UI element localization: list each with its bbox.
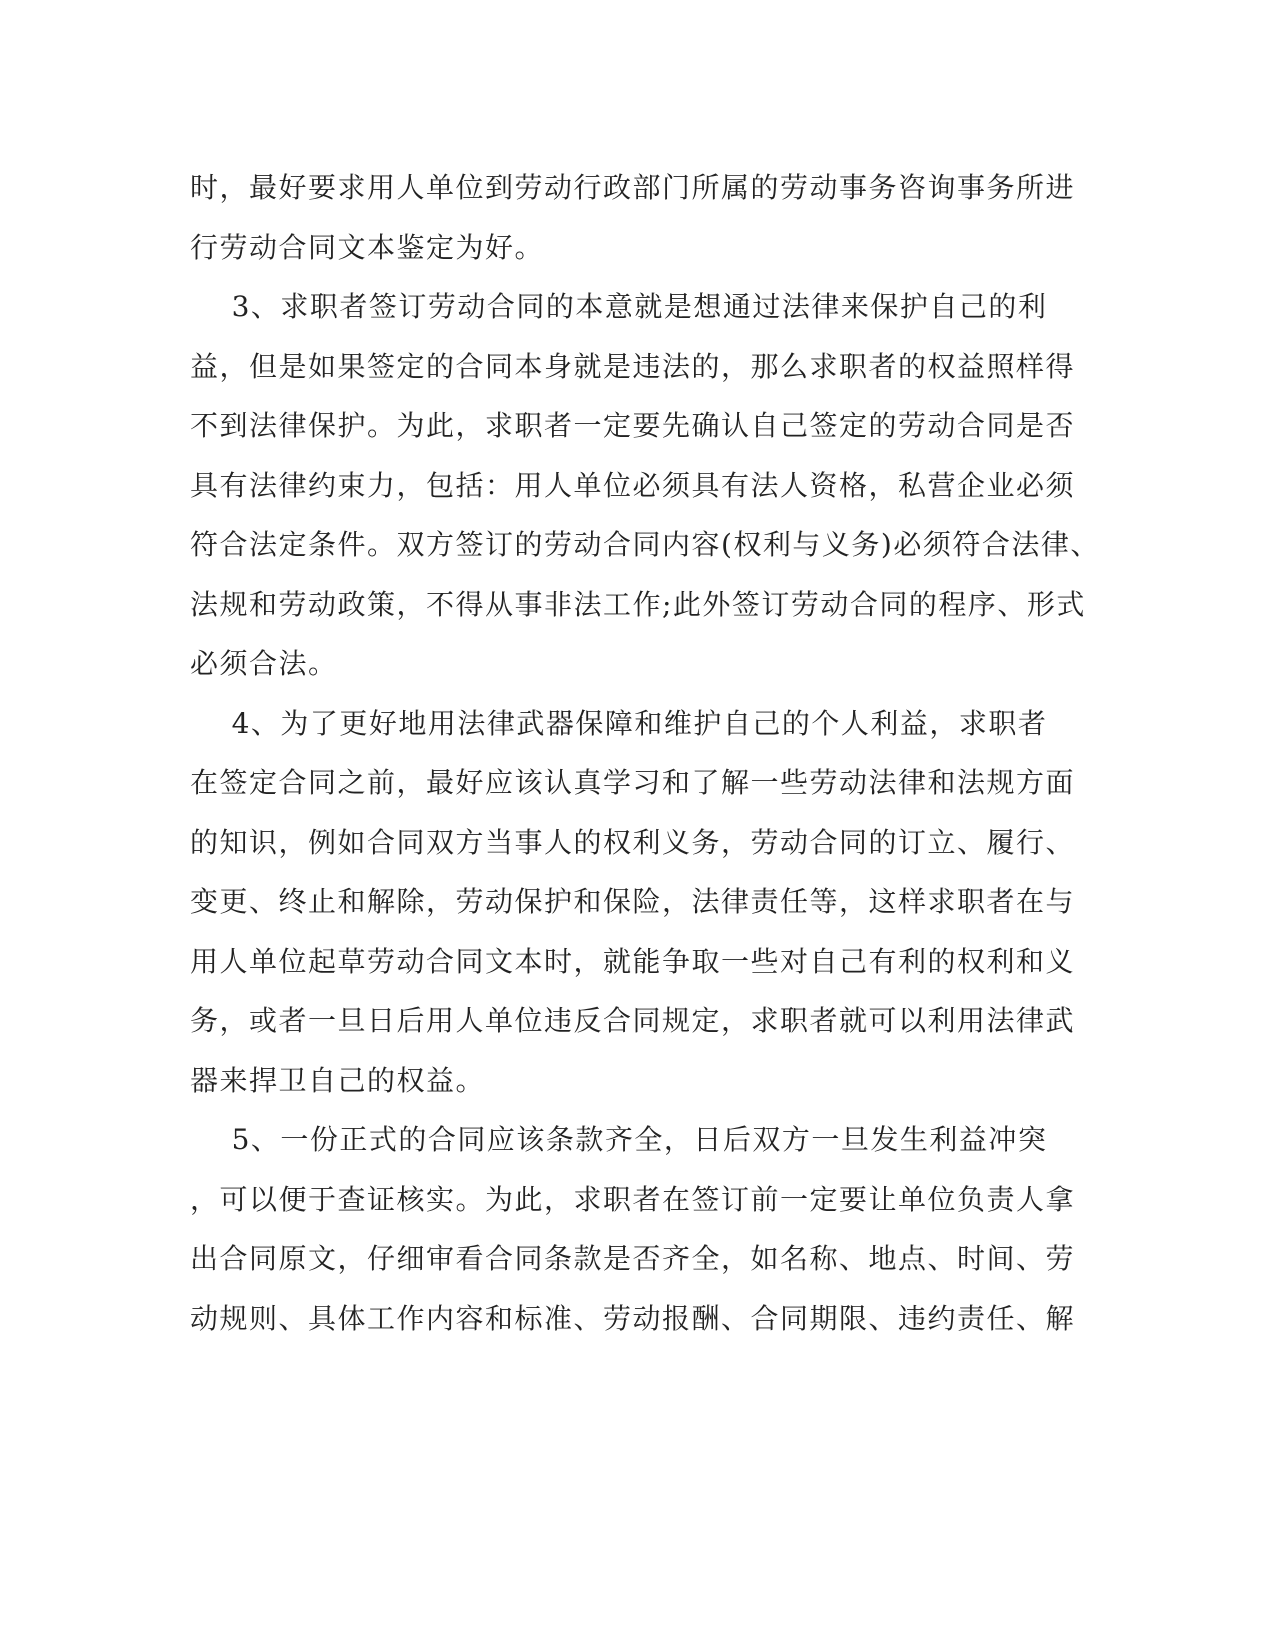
text-line: 3、求职者签订劳动合同的本意就是想通过法律来保护自己的利 <box>190 290 1048 323</box>
paragraph-continuation <box>190 158 1076 277</box>
text-line: 出合同原文，仔细审看合同条款是否齐全，如名称、地点、时间、劳 <box>190 1242 1076 1275</box>
text-line: 不到法律保护。为此，求职者一定要先确认自己签定的劳动合同是否 <box>190 409 1076 442</box>
text-line: 器来捍卫自己的权益。 <box>190 1063 486 1097</box>
text-line: 具有法律约束力，包括：用人单位必须具有法人资格，私营企业必须 <box>190 468 1076 502</box>
text-line: 用人单位起草劳动合同文本时，就能争取一些对自己有利的权利和义 <box>190 944 1076 978</box>
text-line: 的知识，例如合同双方当事人的权利义务，劳动合同的订立、履行、 <box>190 825 1076 859</box>
text-line: 动规则、具体工作内容和标准、劳动报酬、合同期限、违约责任、解 <box>190 1301 1076 1335</box>
text-line: 行劳动合同文本鉴定为好。 <box>190 230 545 264</box>
text-line: 变更、终止和解除，劳动保护和保险，法律责任等，这样求职者在与 <box>190 885 1076 918</box>
paragraph-item-5 <box>190 1110 1076 1348</box>
text-line: 在签定合同之前，最好应该认真学习和了解一些劳动法律和法规方面 <box>190 766 1076 799</box>
text-line: 益，但是如果签定的合同本身就是违法的，那么求职者的权益照样得 <box>190 349 1076 383</box>
paragraph-item-4 <box>190 694 1076 1111</box>
text-line: 4、为了更好地用法律武器保障和维护自己的个人利益，求职者 <box>190 706 1048 740</box>
text-line: 符合法定条件。双方签订的劳动合同内容(权利与义务)必须符合法律、 <box>190 528 1100 561</box>
text-line: 必须合法。 <box>190 647 338 680</box>
text-line: 时，最好要求用人单位到劳动行政部门所属的劳动事务咨询事务所进 <box>190 171 1076 204</box>
text-line: 务，或者一旦日后用人单位违反合同规定，求职者就可以利用法律武 <box>190 1004 1076 1037</box>
paragraph-item-3 <box>190 277 1100 694</box>
text-line: 5、一份正式的合同应该条款齐全，日后双方一旦发生利益冲突 <box>190 1123 1048 1156</box>
document-body <box>190 158 1100 1348</box>
text-line: 法规和劳动政策，不得从事非法工作;此外签订劳动合同的程序、形式 <box>190 587 1086 621</box>
text-line: ，可以便于查证核实。为此，求职者在签订前一定要让单位负责人拿 <box>190 1182 1076 1216</box>
